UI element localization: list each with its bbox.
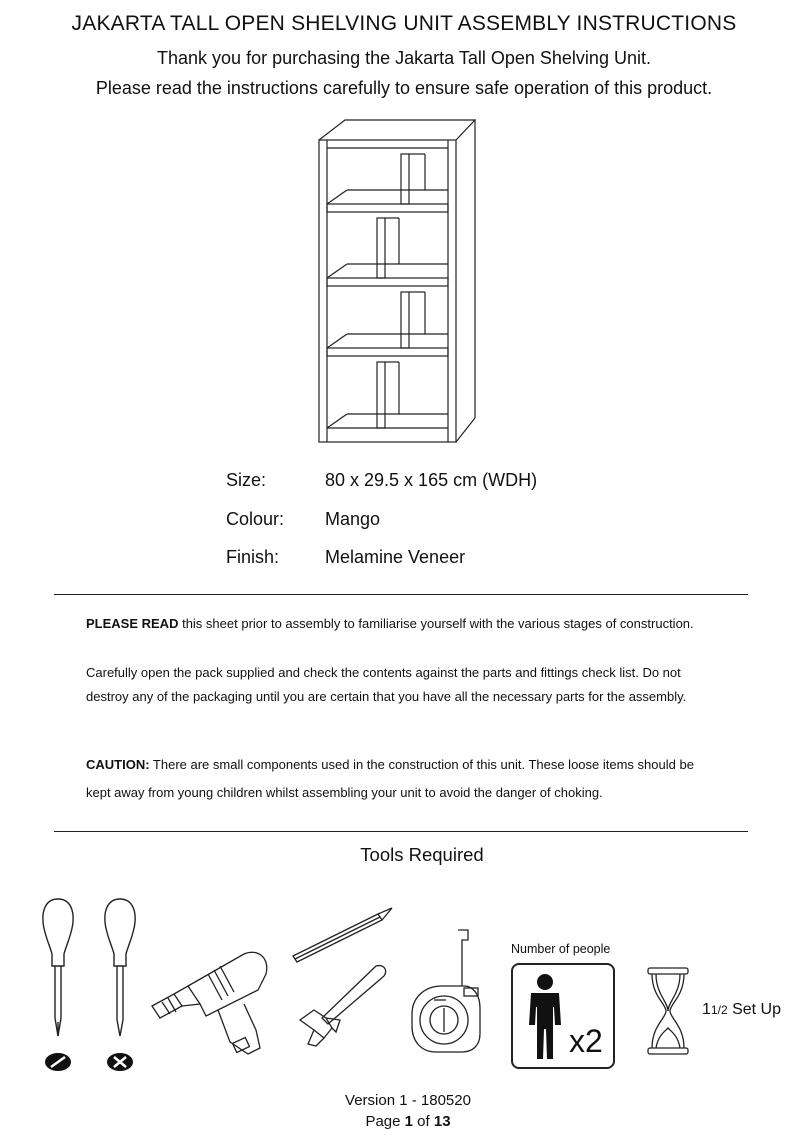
people-box	[511, 963, 615, 1069]
page-total: 13	[433, 1113, 451, 1130]
setup-time: 11/2 Set Up	[702, 1001, 781, 1018]
spec-size-value: 80 x 29.5 x 165 cm (WDH)	[325, 470, 538, 490]
people-label: Number of people	[511, 942, 611, 956]
check-contents-line-1: Carefully open the pack supplied and check the contents against the parts and fittings check list. Do not	[86, 665, 681, 680]
hammer-icon	[296, 962, 392, 1050]
tape-measure-icon	[406, 926, 486, 1060]
intro-line-2: Please read the instructions carefully to ensure safe operation of this product.	[95, 78, 713, 98]
caution-notice	[86, 757, 746, 772]
caution-bold: CAUTION:	[86, 757, 150, 772]
setup-time-num: 1	[710, 1003, 718, 1017]
setup-time-whole: 1	[702, 1001, 711, 1018]
power-drill-icon	[148, 944, 278, 1060]
page-title: JAKARTA TALL OPEN SHELVING UNIT ASSEMBLY INSTRUCTIONS	[71, 12, 737, 35]
setup-time-text: Set Up	[727, 1001, 781, 1018]
please-read-notice	[86, 616, 746, 631]
caution-text: There are small components used in the construction of this unit. These loose items should be	[149, 757, 694, 772]
divider-top	[54, 594, 748, 595]
spec-finish-label: Finish:	[226, 547, 280, 567]
shelving-unit-illustration	[315, 118, 480, 448]
spec-colour-label: Colour:	[226, 509, 285, 529]
page-current: 1	[404, 1113, 413, 1130]
spec-finish-value: Melamine Veneer	[325, 547, 466, 567]
check-contents-line-2: destroy any of the packaging until you are certain that you have all the necessary parts for the assembly.	[86, 689, 687, 704]
caution-line-2: kept away from young children whilst assembling your unit to avoid the danger of choking.	[86, 785, 603, 800]
intro-line-1: Thank you for purchasing the Jakarta Tall Open Shelving Unit.	[157, 48, 651, 68]
tools-heading: Tools Required	[360, 844, 484, 865]
page-number	[0, 1113, 808, 1130]
phillips-screwdriver-icon	[102, 896, 138, 1072]
flathead-screwdriver-icon	[40, 896, 76, 1072]
hourglass-icon	[646, 966, 690, 1056]
page-prefix: Page	[365, 1113, 405, 1130]
spec-colour-value: Mango	[325, 509, 381, 529]
divider-bottom	[54, 831, 748, 832]
please-read-bold: PLEASE READ	[86, 616, 179, 631]
setup-time-den: 2	[720, 1003, 728, 1017]
people-count: x2	[569, 1023, 603, 1059]
pencil-icon	[290, 904, 396, 968]
please-read-text: this sheet prior to assembly to familiarise yourself with the various stages of construction.	[178, 616, 694, 631]
spec-size-label: Size:	[226, 470, 267, 490]
person-icon	[527, 973, 563, 1061]
page-mid: of	[413, 1113, 434, 1130]
version-label: Version 1 - 180520	[345, 1092, 471, 1109]
